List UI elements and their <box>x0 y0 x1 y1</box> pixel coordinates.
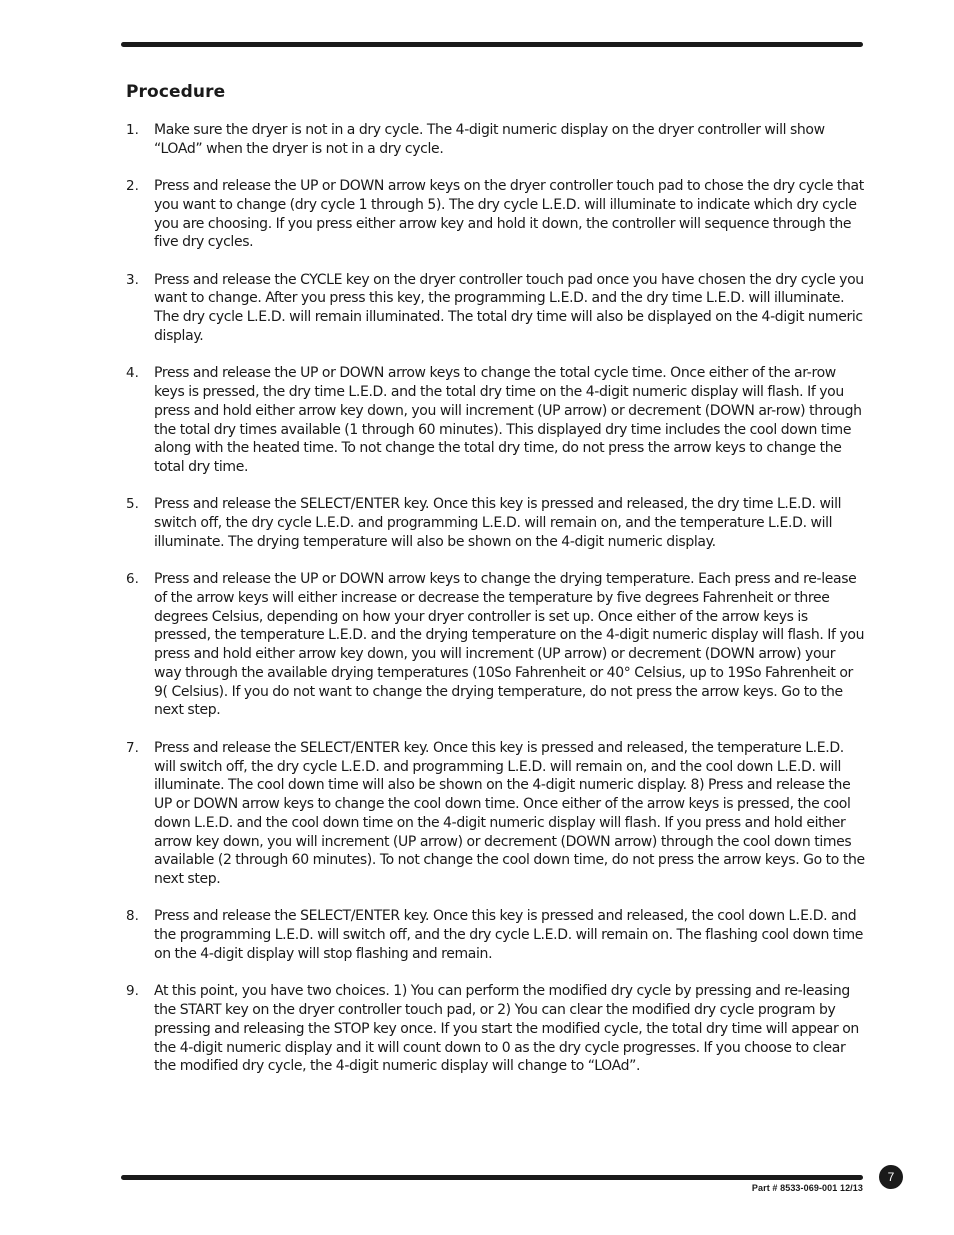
step-text: Make sure the dryer is not in a dry cycle. The 4-digit numeric display on the dryer controller will show “LOAd” when the dryer is not in a dry cycle. <box>154 122 825 157</box>
step-number: 2. <box>126 178 139 195</box>
step-text: Press and release the UP or DOWN arrow keys to change the drying temperature. Each press and re-lease of the arrow keys will either increase or decrease the temperature by five degrees Fahrenheit or three degrees Celsius, depending on how your dryer controller is set up. Once either of the arrow keys is pressed, the temperature L.E.D. and the drying temperature on the 4-digit numeric display will flash. If you press and hold either arrow key down, you will increment (UP arrow) or decrement (DOWN arrow) your way through the available drying temperatures (10So Fahrenheit or 40° Celsius, up to 19So Fahrenheit or 9( Celsius). If you do not want to change the drying temperature, do not press the arrow keys. Go to the next step. <box>154 571 865 719</box>
procedure-step-6 <box>126 570 866 720</box>
part-number: Part # 8533-069-001 12/13 <box>751 1183 863 1193</box>
step-number: 3. <box>126 271 139 288</box>
step-number: 9. <box>126 983 139 1000</box>
procedure-step-3 <box>126 271 866 346</box>
step-text: Press and release the CYCLE key on the dryer controller touch pad once you have chosen the dry cycle you want to change. After you press this key, the programming L.E.D. and the dry time L.E.D. will illuminate. The dry cycle L.E.D. will remain illuminated. The total dry time will also be displayed on the 4-digit numeric display. <box>154 271 864 344</box>
page-number-badge: 7 <box>879 1165 903 1189</box>
procedure-step-8 <box>126 907 866 963</box>
procedure-steps <box>126 121 866 1095</box>
procedure-step-2 <box>126 177 866 252</box>
step-text: Press and release the UP or DOWN arrow keys to change the total cycle time. Once either of the ar-row keys is pressed, the dry time L.E.D. and the total dry time on the 4-digit numeric display will flash. If you press and hold either arrow key down, you will increment (UP arrow) or decrement (DOWN ar-row) through the total dry times available (1 through 60 minutes). This displayed dry time includes the cool down time along with the heated time. To not change the total dry time, do not press the arrow keys to change the total dry time. <box>154 365 862 476</box>
step-number: 6. <box>126 571 139 588</box>
step-number: 8. <box>126 908 139 925</box>
procedure-step-5 <box>126 495 866 551</box>
section-heading: Procedure <box>126 82 226 102</box>
step-number: 7. <box>126 739 139 756</box>
procedure-step-9 <box>126 982 866 1076</box>
footer-rule <box>121 1175 863 1180</box>
header-rule <box>121 42 863 47</box>
procedure-step-1 <box>126 121 866 159</box>
step-number: 5. <box>126 496 139 513</box>
step-text: At this point, you have two choices. 1) You can perform the modified dry cycle by pressing and re-leasing the START key on the dryer controller touch pad, or 2) You can clear the modified dry cycle program by pressing and releasing the STOP key once. If you start the modified cycle, the total dry time will appear on the 4-digit numeric display and it will count down to 0 as the dry cycle progresses. If you choose to clear the modified dry cycle, the 4-digit numeric display will change to “LOAd”. <box>154 983 859 1075</box>
step-text: Press and release the SELECT/ENTER key. Once this key is pressed and released, the temperature L.E.D. will switch off, the dry cycle L.E.D. and programming L.E.D. will remain on, and the cool down L.E.D. will illuminate. The cool down time will also be shown on the 4-digit numeric display. 8) Press and release the UP or DOWN arrow keys to change the cool down time. Once either of the arrow keys is pressed, the cool down L.E.D. and the cool down time on the 4-digit numeric display will flash. If you press and hold either arrow key down, you will increment (UP arrow) or decrement (DOWN arrow) through the cool down times available (2 through 60 minutes). To not change the cool down time, do not press the arrow keys. Go to the next step. <box>154 739 865 888</box>
step-text: Press and release the SELECT/ENTER key. Once this key is pressed and released, the dry time L.E.D. will switch off, the dry cycle L.E.D. and programming L.E.D. will remain on, and the temperature L.E.D. will illuminate. The drying temperature will also be shown on the 4-digit numeric display. <box>154 496 842 550</box>
step-text: Press and release the SELECT/ENTER key. Once this key is pressed and released, the cool down L.E.D. and the programming L.E.D. will switch off, and the dry cycle L.E.D. will remain on. The flashing cool down time on the 4-digit display will stop flashing and remain. <box>154 908 864 962</box>
procedure-step-7 <box>126 739 866 889</box>
step-number: 1. <box>126 122 139 138</box>
step-number: 4. <box>126 365 139 382</box>
step-text: Press and release the UP or DOWN arrow keys on the dryer controller touch pad to chose the dry cycle that you want to change (dry cycle 1 through 5). The dry cycle L.E.D. will illuminate to indicate which dry cycle you are choosing. If you press either arrow key and hold it down, the controller will sequence through the five dry cycles. <box>154 178 864 251</box>
procedure-step-4 <box>126 364 866 477</box>
